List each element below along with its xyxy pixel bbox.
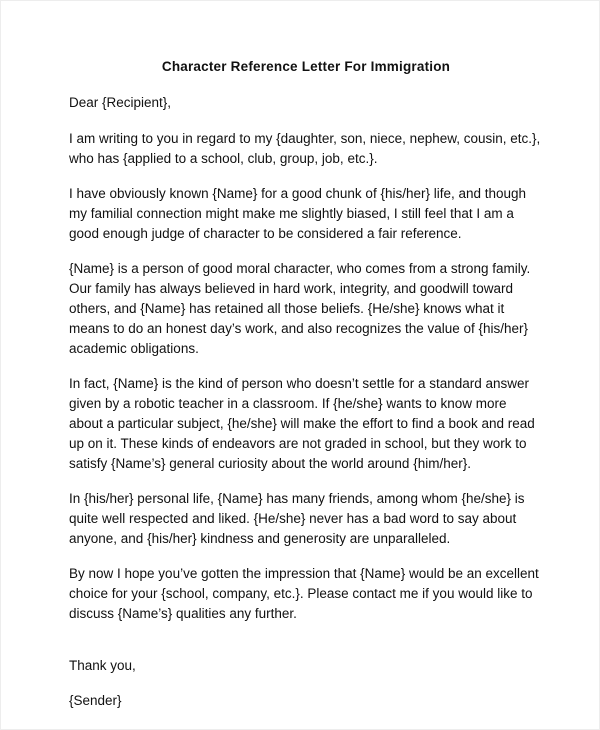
- paragraph-personal-life: In {his/her} personal life, {Name} has many friends, among whom {he/she} is quite well respected and liked. {He/she} never has a bad word to say about anyone, and {his/her} kindness and generosity are unparalleled.: [69, 491, 525, 546]
- signature-placeholder: {Sender}: [69, 693, 122, 708]
- paragraph-intro: I am writing to you in regard to my {daughter, son, niece, nephew, cousin, etc.}, who has {applied to a school, club, group, job, etc.}.: [69, 131, 541, 166]
- paragraph-curiosity: In fact, {Name} is the kind of person who doesn’t settle for a standard answer given by a robotic teacher in a classroom. If {he/she} wants to know more about a particular subject, {he/she} will make the effort to find a book and read up on it. These kinds of endeavors are not graded in school, but they work to satisfy {Name’s} general curiosity about the world around {him/her}.: [69, 376, 535, 471]
- salutation: Dear {Recipient},: [69, 95, 172, 110]
- paragraph-relationship: I have obviously known {Name} for a good chunk of {his/her} life, and though my familial connection might make me slightly biased, I still feel that I am a good enough judge of character to be considered a fair reference.: [69, 186, 527, 241]
- document-title: Character Reference Letter For Immigration: [161, 59, 451, 74]
- paragraph-character: {Name} is a person of good moral character, who comes from a strong family. Our family has always believed in hard work, integrity, and goodwill toward others, and {Name} has retained all those beliefs. {He/she} knows what it means to do an honest day’s work, and also recognizes the value of {his/her} academic obligations.: [69, 261, 531, 356]
- paragraph-conclusion: By now I hope you’ve gotten the impression that {Name} would be an excellent choice for your {school, company, etc.}. Please contact me if you would like to discuss {Name’s} qualities any further.: [69, 566, 539, 621]
- closing-line: Thank you,: [69, 658, 136, 673]
